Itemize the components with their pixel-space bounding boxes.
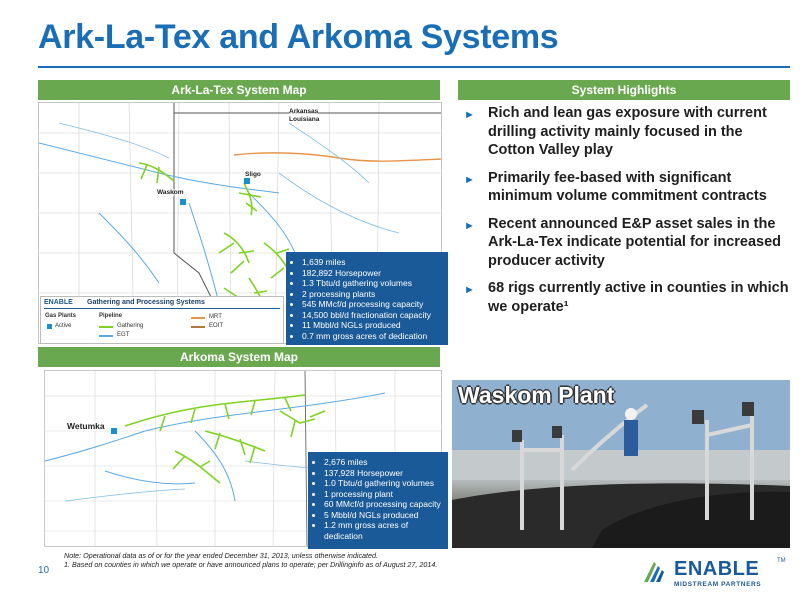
legend-mrt: MRT xyxy=(209,314,222,320)
waskom-label: Waskom xyxy=(157,189,184,196)
legend-eoit: EOIT xyxy=(209,323,224,329)
stat-item: • 1.2 mm gross acres of dedication xyxy=(324,520,442,541)
waskom-plant-marker xyxy=(180,199,186,205)
sligo-label: Sligo xyxy=(245,171,261,178)
bullet-arrow-icon: ► xyxy=(464,173,475,186)
arkoma-map-header: Arkoma System Map xyxy=(38,347,440,367)
stat-item: • 545 MMcf/d processing capacity xyxy=(302,299,442,310)
legend-pipeline: Pipeline xyxy=(99,313,123,319)
highlight-text: Rich and lean gas exposure with current drilling activity mainly focused in the Cotton Valley play xyxy=(488,105,767,158)
wetumka-plant-marker xyxy=(111,428,117,434)
highlight-item xyxy=(462,279,790,316)
highlight-text: Primarily fee-based with significant minimum volume commitment contracts xyxy=(488,169,767,204)
highlight-item xyxy=(462,104,790,160)
sligo-plant-marker xyxy=(244,178,250,184)
bullet-arrow-icon: ► xyxy=(464,219,475,232)
bullet-arrow-icon: ► xyxy=(464,284,475,296)
logo-wordmark: ENABLE xyxy=(674,558,760,580)
legend-egt-swatch xyxy=(99,335,113,337)
enable-logo xyxy=(640,556,790,592)
stat-item: • 11 Mbbl/d NGLs produced xyxy=(302,320,442,331)
system-highlights-list xyxy=(462,104,790,325)
legend-divider xyxy=(44,308,280,309)
stat-item: • 5 Mbbl/d NGLs produced xyxy=(324,510,442,521)
stat-item: • 182,892 Horsepower xyxy=(302,268,442,279)
page-title: Ark-La-Tex and Arkoma Systems xyxy=(38,18,559,56)
louisiana-label: Louisiana xyxy=(289,116,320,123)
logo-subtitle: MIDSTREAM PARTNERS xyxy=(674,581,762,588)
page-number: 10 xyxy=(38,565,50,576)
enable-logo-icon xyxy=(640,558,670,588)
stat-item: • 60 MMcf/d processing capacity xyxy=(324,499,442,510)
stat-item: • 1,639 miles xyxy=(302,257,442,268)
highlight-item xyxy=(462,169,790,206)
legend-gas-plants: Gas Plants xyxy=(45,313,77,319)
title-divider xyxy=(38,66,790,68)
legend-active: Active xyxy=(55,323,72,329)
stat-item: • 2,676 miles xyxy=(324,457,442,468)
ark-la-tex-stats-box xyxy=(286,252,448,345)
logo-trademark: TM xyxy=(777,558,786,564)
stat-item: • 137,928 Horsepower xyxy=(324,468,442,479)
stat-item: • 14,500 bbl/d fractionation capacity xyxy=(302,310,442,321)
stat-item: • 1.0 Tbtu/d gathering volumes xyxy=(324,478,442,489)
stat-item: • 1.3 Tbtu/d gathering volumes xyxy=(302,278,442,289)
legend-active-swatch xyxy=(47,324,52,329)
arkoma-stats-box xyxy=(308,452,448,549)
highlight-text: 68 rigs currently active in counties in which we operate¹ xyxy=(488,280,789,315)
legend-eoit-swatch xyxy=(191,326,205,328)
highlight-item xyxy=(462,215,790,271)
waskom-plant-caption: Waskom Plant xyxy=(458,382,615,408)
map-legend xyxy=(40,296,284,344)
arkansas-label: Arkansas xyxy=(289,108,319,115)
waskom-plant-photo xyxy=(452,380,790,548)
legend-logo: ENABLE xyxy=(44,299,73,306)
system-highlights-header: System Highlights xyxy=(458,80,790,100)
ark-la-tex-map-header: Ark-La-Tex System Map xyxy=(38,80,440,100)
legend-gathering: Gathering xyxy=(117,323,144,329)
stat-item: • 0.7 mm gross acres of dedication xyxy=(302,331,442,342)
footnote-line-2: 1. Based on counties in which we operate or have announced plans to operate; per Drillinginfo as of August 27, 2014. xyxy=(64,560,438,569)
wetumka-label: Wetumka xyxy=(67,421,105,431)
bullet-arrow-icon: ► xyxy=(464,109,475,121)
footnote-line-1: Note: Operational data as of or for the year ended December 31, 2013, unless otherwise indicated. xyxy=(64,551,379,560)
stat-item: • 1 processing plant xyxy=(324,489,442,500)
legend-title: Gathering and Processing Systems xyxy=(87,299,205,306)
legend-gathering-swatch xyxy=(99,326,113,328)
legend-mrt-swatch xyxy=(191,317,205,319)
highlight-text: Recent announced E&P asset sales in the Ark-La-Tex indicate potential for increased producer activity xyxy=(488,215,782,269)
legend-egt: EGT xyxy=(117,332,130,338)
stat-item: • 2 processing plants xyxy=(302,289,442,300)
footnote xyxy=(64,551,544,569)
